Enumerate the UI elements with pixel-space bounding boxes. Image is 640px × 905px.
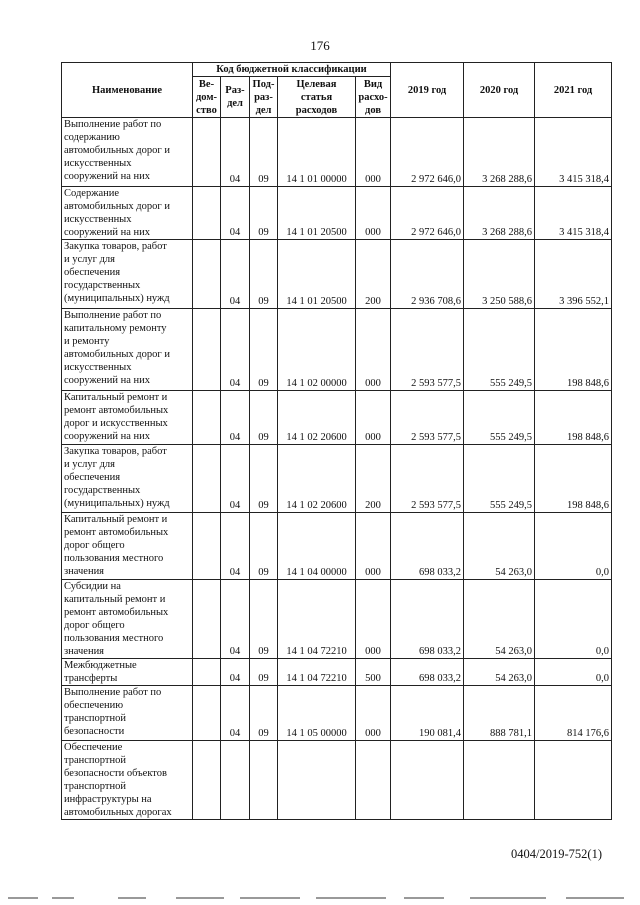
table-row bbox=[62, 118, 612, 187]
cell-name: Выполнение работ по содержанию автомобильных дорог и искусственных сооружений на них bbox=[62, 118, 193, 187]
cell-target-article: 14 1 01 00000 bbox=[278, 118, 356, 187]
cell-vedomstvo bbox=[193, 445, 221, 513]
cell-2020: 555 249,5 bbox=[464, 445, 535, 513]
cell-2021: 3 396 552,1 bbox=[535, 240, 612, 309]
cell-target-article: 14 1 05 00000 bbox=[278, 686, 356, 741]
cell-razdel: 04 bbox=[221, 445, 250, 513]
cell-podrazdel: 09 bbox=[250, 659, 278, 686]
header-2020: 2020 год bbox=[464, 63, 535, 118]
cell-2020: 54 263,0 bbox=[464, 513, 535, 580]
table-row bbox=[62, 580, 612, 659]
cell-vedomstvo bbox=[193, 391, 221, 445]
cell-name: Капитальный ремонт и ремонт автомобильных дорог общего пользования местного значения bbox=[62, 513, 193, 580]
table-row bbox=[62, 513, 612, 580]
cell-target-article: 14 1 02 20600 bbox=[278, 445, 356, 513]
cell-podrazdel: 09 bbox=[250, 240, 278, 309]
cell-podrazdel: 09 bbox=[250, 187, 278, 240]
cell-vedomstvo bbox=[193, 741, 221, 820]
cell-2020: 3 268 288,6 bbox=[464, 187, 535, 240]
header-budget-code-group: Код бюджетной классификации bbox=[193, 63, 391, 77]
cell-target-article: 14 1 04 00000 bbox=[278, 513, 356, 580]
cell-2020: 54 263,0 bbox=[464, 580, 535, 659]
table-row bbox=[62, 240, 612, 309]
table-row bbox=[62, 659, 612, 686]
cell-vedomstvo bbox=[193, 240, 221, 309]
cell-name: Субсидии на капитальный ремонт и ремонт автомобильных дорог общего пользования местного значения bbox=[62, 580, 193, 659]
cell-name: Содержание автомобильных дорог и искусственных сооружений на них bbox=[62, 187, 193, 240]
cell-2019 bbox=[391, 741, 464, 820]
header-2021: 2021 год bbox=[535, 63, 612, 118]
cell-expense-type: 500 bbox=[356, 659, 391, 686]
cell-2021: 0,0 bbox=[535, 580, 612, 659]
cell-2020: 3 250 588,6 bbox=[464, 240, 535, 309]
cell-expense-type: 000 bbox=[356, 391, 391, 445]
cell-2019: 698 033,2 bbox=[391, 580, 464, 659]
cell-target-article: 14 1 02 20600 bbox=[278, 391, 356, 445]
cell-expense-type bbox=[356, 741, 391, 820]
cell-2019: 2 972 646,0 bbox=[391, 187, 464, 240]
cell-name: Капитальный ремонт и ремонт автомобильных дорог и искусственных сооружений на них bbox=[62, 391, 193, 445]
page-number: 176 bbox=[310, 38, 330, 53]
cell-name: Закупка товаров, работ и услуг для обеспечения государственных (муниципальных) нужд bbox=[62, 445, 193, 513]
table-row bbox=[62, 391, 612, 445]
cell-vedomstvo bbox=[193, 659, 221, 686]
cell-target-article: 14 1 04 72210 bbox=[278, 580, 356, 659]
cell-razdel: 04 bbox=[221, 659, 250, 686]
cell-podrazdel: 09 bbox=[250, 391, 278, 445]
header-vedomstvo: Ве- дом- ство bbox=[193, 77, 221, 118]
cell-expense-type: 000 bbox=[356, 118, 391, 187]
table-row bbox=[62, 445, 612, 513]
cell-2019: 698 033,2 bbox=[391, 659, 464, 686]
header-expense-type: Вид расхо- дов bbox=[356, 77, 391, 118]
cell-podrazdel: 09 bbox=[250, 580, 278, 659]
cell-expense-type: 200 bbox=[356, 240, 391, 309]
table-row bbox=[62, 741, 612, 820]
table-body bbox=[62, 118, 612, 820]
cell-vedomstvo bbox=[193, 686, 221, 741]
cell-2021: 0,0 bbox=[535, 659, 612, 686]
cell-vedomstvo bbox=[193, 118, 221, 187]
cell-target-article bbox=[278, 741, 356, 820]
cell-target-article: 14 1 01 20500 bbox=[278, 240, 356, 309]
cell-2019: 2 593 577,5 bbox=[391, 445, 464, 513]
cell-2019: 2 936 708,6 bbox=[391, 240, 464, 309]
cell-2019: 698 033,2 bbox=[391, 513, 464, 580]
cell-razdel: 04 bbox=[221, 580, 250, 659]
cell-name: Выполнение работ по обеспечению транспортной безопасности bbox=[62, 686, 193, 741]
cell-expense-type: 000 bbox=[356, 513, 391, 580]
cell-2020: 3 268 288,6 bbox=[464, 118, 535, 187]
cell-razdel: 04 bbox=[221, 686, 250, 741]
cell-2019: 2 593 577,5 bbox=[391, 309, 464, 391]
cell-2021: 814 176,6 bbox=[535, 686, 612, 741]
header-podrazdel: Под- раз- дел bbox=[250, 77, 278, 118]
cell-name: Закупка товаров, работ и услуг для обеспечения государственных (муниципальных) нужд bbox=[62, 240, 193, 309]
cell-2019: 2 972 646,0 bbox=[391, 118, 464, 187]
cell-podrazdel: 09 bbox=[250, 309, 278, 391]
header-razdel: Раз- дел bbox=[221, 77, 250, 118]
cell-target-article: 14 1 02 00000 bbox=[278, 309, 356, 391]
cell-2021: 198 848,6 bbox=[535, 309, 612, 391]
cell-expense-type: 000 bbox=[356, 686, 391, 741]
cell-razdel: 04 bbox=[221, 391, 250, 445]
cell-podrazdel: 09 bbox=[250, 686, 278, 741]
table-row bbox=[62, 309, 612, 391]
cell-2019: 2 593 577,5 bbox=[391, 391, 464, 445]
cell-2020 bbox=[464, 741, 535, 820]
cell-podrazdel: 09 bbox=[250, 513, 278, 580]
cell-expense-type: 200 bbox=[356, 445, 391, 513]
cell-vedomstvo bbox=[193, 580, 221, 659]
cell-name: Выполнение работ по капитальному ремонту и ремонту автомобильных дорог и искусственных сооружений на них bbox=[62, 309, 193, 391]
cell-razdel bbox=[221, 741, 250, 820]
header-target-article: Целевая статья расходов bbox=[278, 77, 356, 118]
cell-name: Межбюджетные трансферты bbox=[62, 659, 193, 686]
table-row bbox=[62, 187, 612, 240]
table-row bbox=[62, 686, 612, 741]
cell-podrazdel: 09 bbox=[250, 118, 278, 187]
cell-expense-type: 000 bbox=[356, 309, 391, 391]
cell-target-article: 14 1 01 20500 bbox=[278, 187, 356, 240]
cell-expense-type: 000 bbox=[356, 580, 391, 659]
cell-target-article: 14 1 04 72210 bbox=[278, 659, 356, 686]
cell-2021: 3 415 318,4 bbox=[535, 187, 612, 240]
cell-2021: 0,0 bbox=[535, 513, 612, 580]
cell-2021: 198 848,6 bbox=[535, 445, 612, 513]
document-code: 0404/2019-752(1) bbox=[511, 847, 602, 861]
cell-podrazdel: 09 bbox=[250, 445, 278, 513]
cell-vedomstvo bbox=[193, 513, 221, 580]
cell-vedomstvo bbox=[193, 309, 221, 391]
scan-edge-artifact bbox=[0, 893, 640, 905]
cell-razdel: 04 bbox=[221, 309, 250, 391]
cell-name: Обеспечение транспортной безопасности объектов транспортной инфраструктуры на автомобильных дорогах bbox=[62, 741, 193, 820]
cell-2021: 3 415 318,4 bbox=[535, 118, 612, 187]
cell-expense-type: 000 bbox=[356, 187, 391, 240]
cell-podrazdel bbox=[250, 741, 278, 820]
cell-2021: 198 848,6 bbox=[535, 391, 612, 445]
budget-table bbox=[61, 62, 612, 820]
cell-razdel: 04 bbox=[221, 118, 250, 187]
cell-vedomstvo bbox=[193, 187, 221, 240]
cell-razdel: 04 bbox=[221, 240, 250, 309]
cell-2020: 555 249,5 bbox=[464, 309, 535, 391]
cell-2020: 555 249,5 bbox=[464, 391, 535, 445]
cell-razdel: 04 bbox=[221, 187, 250, 240]
cell-razdel: 04 bbox=[221, 513, 250, 580]
cell-2019: 190 081,4 bbox=[391, 686, 464, 741]
cell-2020: 54 263,0 bbox=[464, 659, 535, 686]
cell-2020: 888 781,1 bbox=[464, 686, 535, 741]
cell-2021 bbox=[535, 741, 612, 820]
header-name: Наименование bbox=[62, 63, 193, 118]
header-2019: 2019 год bbox=[391, 63, 464, 118]
